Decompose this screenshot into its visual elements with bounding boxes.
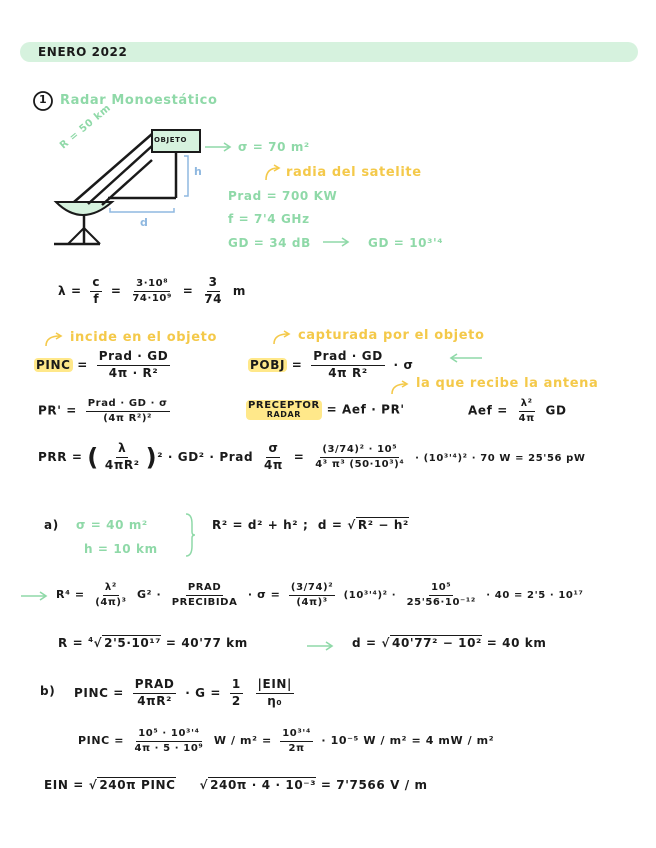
arrow-right-icon <box>20 590 50 602</box>
pobj-equation: POBJ = $\frac{\text{Prad · GD}}{\text{4π R²}}$ · σ <box>250 349 414 380</box>
section-title: Radar Monoestático <box>60 93 218 108</box>
note-capturada-objeto: capturada por el objeto <box>298 328 485 343</box>
arrow-left-icon <box>446 352 484 364</box>
curved-arrow-icon <box>262 164 282 182</box>
ein-equation: EIN = √ 240π PINC √ 240π · 4 · 10⁻³ = 7'7566 V / m <box>44 778 428 792</box>
diagram-object-label: OBJETO <box>154 136 187 144</box>
frequency-value: f = 7'4 GHz <box>228 212 310 226</box>
diagram-range-label: R = 50 km <box>58 102 114 152</box>
curved-arrow-icon <box>42 332 64 348</box>
prr-equation: PRR = ( $\frac{\lambda}{\text{4πR²}}$ )² · GD² · Prad $\frac{\sigma}{4\pi}$ = $\frac{\text{(3/74)² · 10⁵}}{\text{4³ π³ (50·10³)⁴}}$ · (10³'⁴)² · 70 W = 25'56 pW <box>38 441 586 472</box>
note-recibe-antena: la que recibe la antena <box>416 376 599 391</box>
pinc-formula-b: PINC = $\frac{\text{PRAD}}{\text{4πR²}}$ · G = $\frac{1}{2}$ $\frac{\text{|EIN|}}{\text{η₀}}$ <box>74 677 293 708</box>
note-incide-objeto: incide en el objeto <box>70 330 217 345</box>
r-result-equation: R = $^4$√ 2'5·10¹⁷ = 40'77 km <box>58 636 248 650</box>
preceptor-equation: PRECEPTOR RADAR = Aef · PR' <box>248 400 405 419</box>
diagram-distance-label: d <box>140 216 149 229</box>
part-a-label: a) <box>44 518 59 532</box>
pythagoras-equation: R² = d² + h² ; d = √ R² − h² <box>212 518 409 532</box>
aef-equation: Aef = $\frac{\text{λ²}}{4\pi}$ GD <box>468 398 567 424</box>
prad-value: Prad = 700 KW <box>228 189 338 203</box>
gain-linear-value: GD = 10³'⁴ <box>368 236 444 250</box>
arrow-right-icon <box>306 640 336 652</box>
part-a-sigma: σ = 40 m² <box>76 518 148 532</box>
part-a-height: h = 10 km <box>84 542 158 556</box>
note-radia-satelite: radia del satelite <box>286 165 422 180</box>
gain-db-value: GD = 34 dB <box>228 236 311 250</box>
curved-arrow-icon <box>270 330 292 346</box>
arrow-right-icon <box>322 236 352 248</box>
lambda-equation: λ = $\frac{c}{f}$ = $\frac{\text{3·10⁸}}{\text{74·10⁹}}$ = $\frac{3}{74}$ m <box>58 275 246 306</box>
sigma-value: σ = 70 m² <box>238 140 310 154</box>
d-result-equation: d = √ 40'77² − 10² = 40 km <box>352 636 547 650</box>
pr-prime-equation: PR' = $\frac{\text{Prad · GD · σ}}{\text{(4π R²)²}}$ <box>38 398 168 424</box>
part-b-label: b) <box>40 684 56 698</box>
r4-equation: R⁴ = $\frac{\text{λ²}}{\text{(4π)³}}$ G² · $\frac{\text{PRAD}}{\text{PRECIBIDA}}$ · σ = $\frac{\text{(3/74)²}}{\text{(4π)³}}$ (10³'⁴)² · $\frac{\text{10⁵}}{\text{25'56·10⁻¹²}}$ · 40 = 2'5 · 10¹⁷ <box>56 582 584 608</box>
curved-arrow-icon <box>388 380 410 396</box>
diagram-height-label: h <box>194 165 203 178</box>
arrow-right-icon <box>204 141 234 153</box>
pinc-value-b: PINC = $\frac{\text{10⁵ · 10³'⁴}}{\text{4π · 5 · 10⁹}}$ W / m² = $\frac{\text{10³'⁴}}{2\pi}$ · 10⁻⁵ W / m² = 4 mW / m² <box>78 728 495 754</box>
section-number: 1 <box>39 93 48 106</box>
pinc-equation: PINC = $\frac{\text{Prad · GD}}{\text{4π · R²}}$ <box>36 349 169 380</box>
brace-icon <box>184 512 196 558</box>
page-date-title: ENERO 2022 <box>38 45 128 59</box>
